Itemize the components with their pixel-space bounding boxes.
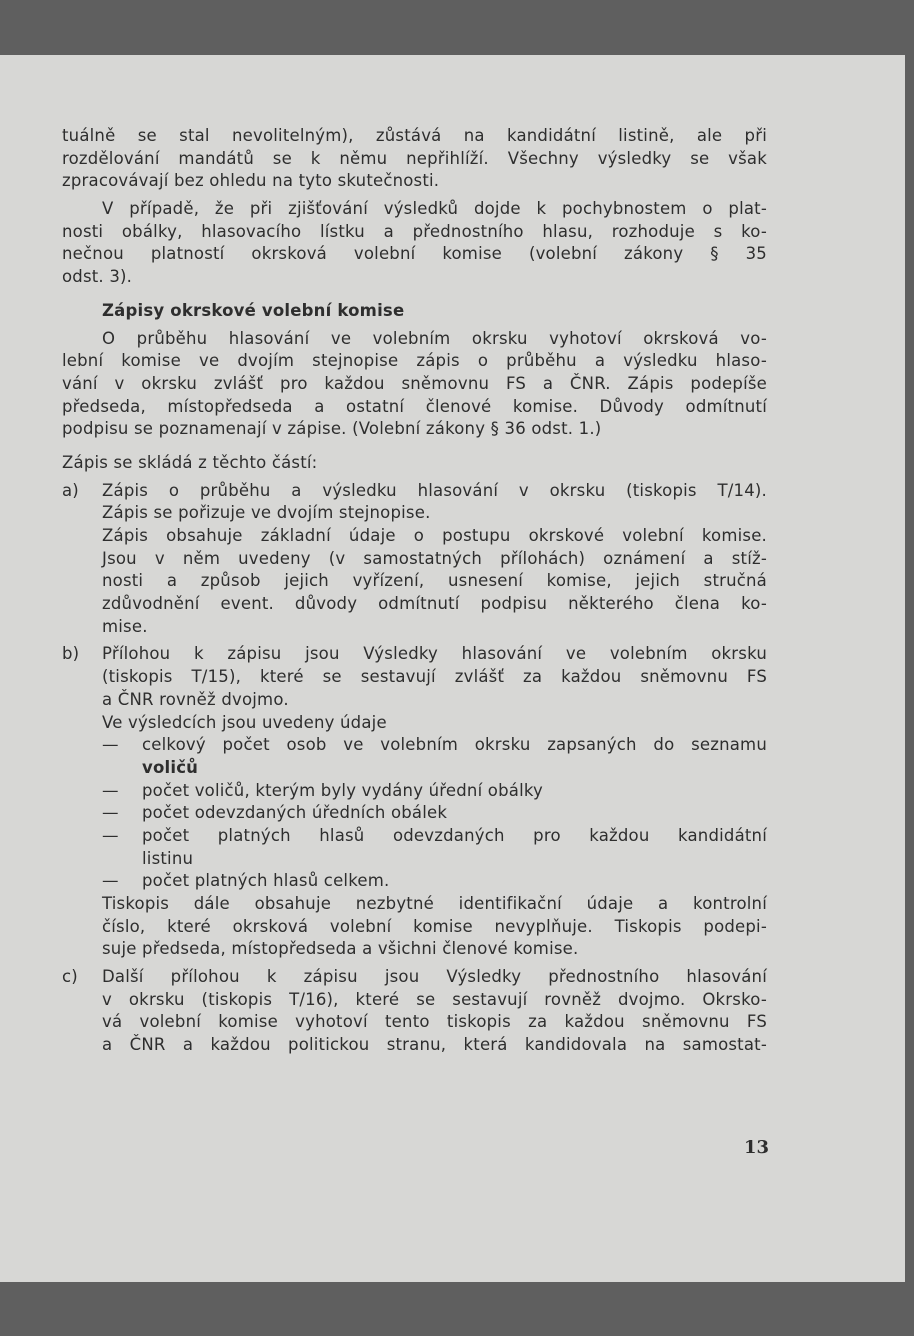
- item-body: [102, 643, 767, 734]
- text-line: odst. 3).: [62, 267, 133, 287]
- list-intro: Zápis se skládá z těchto částí:: [62, 452, 318, 472]
- item-body: [102, 480, 767, 639]
- text-line: předseda, místopředseda a ostatní členové komise. Důvody odmítnutí: [62, 396, 767, 416]
- dash-marker: —: [102, 735, 119, 755]
- text-line: tuálně se stal nevolitelným), zůstává na kandidátní listině, ale při: [62, 126, 767, 145]
- list-item: [62, 734, 767, 779]
- text-line: počet voličů, kterým byly vydány úřední obálky: [142, 780, 543, 800]
- item-marker: b): [62, 644, 80, 664]
- text-line: rozdělování mandátů se k němu nepřihlíží. Všechny výsledky se však: [62, 148, 767, 168]
- list-item-c: [62, 966, 767, 1057]
- text-line: Tiskopis dále obsahuje nezbytné identifikační údaje a kontrolní: [102, 894, 767, 913]
- text-line: zpracovávají bez ohledu na tyto skutečnosti.: [62, 171, 440, 191]
- text-line: počet platných hlasů odevzdaných pro každou kandidátní: [142, 825, 767, 845]
- text-line: Zápis se pořizuje ve dvojím stejnopise.: [102, 503, 431, 523]
- paragraph-1: [62, 125, 767, 193]
- text-line: vání v okrsku zvlášť pro každou sněmovnu FS a ČNR. Zápis podepíše: [62, 373, 767, 393]
- text-line: nosti obálky, hlasovacího lístku a přednostního hlasu, rozhoduje s ko-: [62, 221, 767, 241]
- list-item-b: [62, 643, 767, 734]
- dash-marker: —: [102, 780, 119, 800]
- text-line: podpisu se poznamenají v zápise. (Volební zákony § 36 odst. 1.): [62, 419, 602, 439]
- item-marker: a): [62, 480, 79, 500]
- text-line: Přílohou k zápisu jsou Výsledky hlasování ve volebním okrsku: [102, 644, 767, 664]
- paragraph-3: [62, 328, 767, 441]
- text-line: zdůvodnění event. důvody odmítnutí podpisu některého člena ko-: [102, 594, 767, 614]
- text-line: O průběhu hlasování ve volebním okrsku vyhotoví okrsková vo-: [102, 328, 767, 348]
- text-line: Další přílohou k zápisu jsou Výsledky přednostního hlasování: [102, 967, 767, 987]
- list-item-a: [62, 480, 767, 639]
- text-line: a ČNR a každou politickou stranu, která kandidovala na samostat-: [102, 1035, 767, 1055]
- text-line: V případě, že při zjišťování výsledků dojde k pochybnostem o plat-: [102, 199, 767, 219]
- section-heading: Zápisy okrskové volební komise: [102, 300, 405, 320]
- item-marker: c): [62, 967, 78, 987]
- text-line: nečnou platností okrsková volební komise (volební zákony § 35: [62, 244, 767, 264]
- text-line: mise.: [102, 616, 148, 636]
- list-item: [62, 870, 767, 893]
- text-line: Zápis o průběhu a výsledku hlasování v okrsku (tiskopis T/14).: [102, 480, 767, 500]
- item-b-closing: [62, 893, 767, 961]
- item-body: [102, 966, 767, 1057]
- text-line: (tiskopis T/15), které se sestavují zvlášť za každou sněmovnu FS: [102, 667, 767, 687]
- paragraph-2: [62, 198, 767, 289]
- list-item: [62, 825, 767, 870]
- text-line: nosti a způsob jejich vyřízení, usnesení komise, jejich stručná: [102, 571, 767, 591]
- text-line: Jsou v něm uvedeny (v samostatných přílohách) oznámení a stíž-: [102, 548, 767, 568]
- dash-list: [62, 734, 767, 893]
- page-text: [62, 125, 767, 1057]
- text-line: suje předseda, místopředseda a všichni členové komise.: [102, 939, 579, 959]
- text-line: počet odevzdaných úředních obálek: [142, 803, 448, 823]
- text-line: Zápis obsahuje základní údaje o postupu okrskové volební komise.: [102, 526, 767, 545]
- text-line: listinu: [142, 848, 194, 868]
- page-number: 13: [743, 1137, 769, 1158]
- text-line: počet platných hlasů celkem.: [142, 871, 390, 891]
- text-line: číslo, které okrsková volební komise nevyplňuje. Tiskopis podepi-: [102, 916, 767, 936]
- text-line: vá volební komise vyhotoví tento tiskopis za každou sněmovnu FS: [102, 1012, 767, 1032]
- dash-marker: —: [102, 803, 119, 823]
- text-line: celkový počet osob ve volebním okrsku zapsaných do seznamu: [142, 735, 767, 755]
- text-line: a ČNR rovněž dvojmo.: [102, 689, 289, 709]
- text-line: v okrsku (tiskopis T/16), které se sestavují rovněž dvojmo. Okrsko-: [102, 989, 767, 1009]
- text-line: lební komise ve dvojím stejnopise zápis o průběhu a výsledku hlaso-: [62, 351, 767, 371]
- dash-list-intro: Ve výsledcích jsou uvedeny údaje: [102, 712, 387, 732]
- dash-marker: —: [102, 871, 119, 891]
- list-item: [62, 802, 767, 825]
- list-item: [62, 780, 767, 803]
- text-line: voličů: [142, 757, 199, 777]
- dash-marker: —: [102, 825, 119, 845]
